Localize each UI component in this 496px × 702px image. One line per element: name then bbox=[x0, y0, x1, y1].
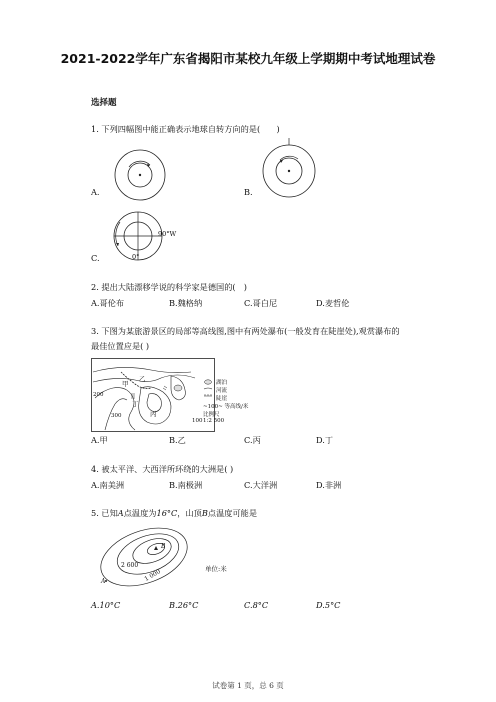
q3-legend-symbols bbox=[203, 379, 215, 403]
q3-legend-contour: ~100~ 等高线/米 bbox=[203, 404, 249, 410]
q2-option-c[interactable]: C.哥白尼 bbox=[244, 298, 278, 308]
q3-label-ding: 丁 bbox=[132, 400, 139, 408]
q1-c-lon-label: 90°W bbox=[158, 230, 177, 238]
page-footer: 试卷第 1 页，总 6 页 bbox=[212, 681, 284, 690]
q4-option-d[interactable]: D.非洲 bbox=[316, 480, 342, 490]
q3-option-d[interactable]: D.丁 bbox=[316, 435, 334, 445]
q3-option-a[interactable]: A.甲 bbox=[91, 435, 108, 445]
q3-label-bing: 丙 bbox=[150, 410, 157, 418]
q3-label-yi: 乙 bbox=[139, 375, 146, 383]
page-title: 2021-2022学年广东省揭阳市某校九年级上学期期中考试地理试卷 bbox=[60, 51, 436, 66]
q3-label-200: 200 bbox=[93, 392, 104, 398]
q3-option-b[interactable]: B.乙 bbox=[169, 435, 186, 445]
q5-option-c[interactable]: C.8°C bbox=[244, 600, 269, 610]
q4-option-b[interactable]: B.南极洲 bbox=[169, 480, 203, 490]
q5-label-2600: 2 600 bbox=[121, 562, 139, 569]
q1-option-a[interactable]: A. bbox=[91, 187, 100, 197]
q3-legend-cliff: 陡崖 bbox=[216, 396, 228, 402]
q5-point-a: A bbox=[101, 578, 106, 585]
q4-option-a[interactable]: A.南美洲 bbox=[91, 480, 125, 490]
q5-point-b: B bbox=[161, 543, 166, 550]
q3-legend-river: 河流 bbox=[216, 388, 228, 394]
q5-option-d[interactable]: D.5°C bbox=[316, 600, 341, 610]
q3-legend-scale-value: 1:2 500 bbox=[203, 418, 225, 424]
q5-unit-label: 单位:米 bbox=[205, 565, 227, 573]
q2-option-d[interactable]: D.麦哲伦 bbox=[316, 298, 350, 308]
q2-option-a[interactable]: A.哥伦布 bbox=[91, 298, 125, 308]
q1-option-c[interactable]: C. bbox=[91, 253, 100, 263]
section-heading: 选择题 bbox=[91, 98, 117, 108]
q1-c-bottom-label: 0° bbox=[132, 253, 140, 261]
q3-stem-line2: 最佳位置应是( ) bbox=[91, 341, 150, 351]
q5-option-a[interactable]: A.10°C bbox=[91, 600, 121, 610]
q1-figure-b bbox=[258, 138, 320, 200]
q3-label-jia: 甲 bbox=[122, 380, 129, 388]
q1-option-b[interactable]: B. bbox=[244, 187, 253, 197]
q3-label-100: 100 bbox=[192, 418, 203, 424]
q3-stem-line1: 3. 下图为某旅游景区的局部等高线图,图中有两处瀑布(一般发育在陡崖处),观赏瀑布的 bbox=[91, 326, 400, 336]
q5-stem: 5. 已知A点温度为16°C，山顶B点温度可能是 bbox=[91, 508, 258, 518]
q3-legend-lake: 湖泊 bbox=[216, 380, 228, 386]
q5-option-b[interactable]: B.26°C bbox=[169, 600, 199, 610]
q5-label-1000: 1 000 bbox=[143, 568, 162, 583]
q2-stem: 2. 提出大陆漂移学说的科学家是德国的( ) bbox=[91, 282, 247, 292]
q3-legend-scale-label: 比例尺 bbox=[203, 412, 220, 418]
q3-option-c[interactable]: C.丙 bbox=[244, 435, 261, 445]
q1-figure-a bbox=[110, 145, 170, 205]
q2-option-b[interactable]: B.魏格纳 bbox=[169, 298, 203, 308]
q4-option-c[interactable]: C.大洋洲 bbox=[244, 480, 278, 490]
q4-stem: 4. 被太平洋、大西洋所环绕的大洲是( ) bbox=[91, 464, 234, 474]
q3-label-300: 300 bbox=[111, 413, 122, 419]
q1-stem: 1. 下列四幅图中能正确表示地球自转方向的是( ) bbox=[91, 124, 280, 134]
